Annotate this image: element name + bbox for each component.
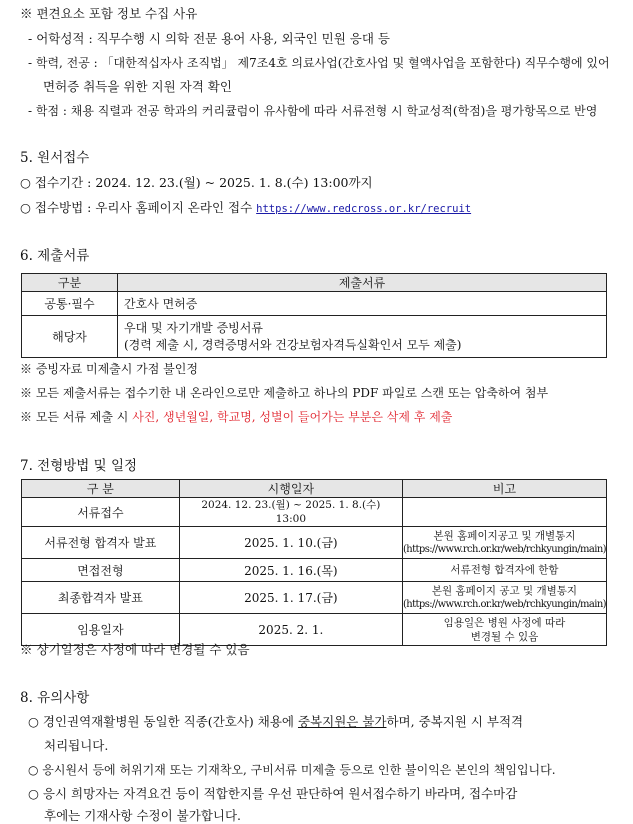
table-row (22, 582, 607, 614)
recruit-link[interactable]: https://www.redcross.or.kr/recruit (256, 203, 472, 215)
table-row (22, 559, 607, 582)
caution-eligibility: ○ 응시 희망자는 자격요건 등이 적합한지를 우선 판단하여 원서접수하기 바라며, 접수마감 (28, 786, 518, 801)
note-submission: ※ 모든 제출서류는 접수기한 내 온라인으로만 제출하고 하나의 PDF 파일로 스캔 또는 압축하여 첨부 (20, 386, 549, 400)
caution-duplicate-prefix: ○ 경인권역재활병원 동일한 직종(간호사) 채용에 (28, 714, 298, 729)
section6-title: 6. 제출서류 (20, 248, 90, 264)
caution-duplicate-cont: 처리됩니다. (44, 738, 109, 753)
note-evidence: ※ 증빙자료 미제출시 가점 불인정 (20, 362, 198, 376)
application-method-label: ○ 접수방법 : 우리사 홈페이지 온라인 접수 (20, 200, 253, 215)
row-note (402, 614, 606, 646)
row-category: 공통·필수 (22, 292, 118, 316)
row-date: 2025. 2. 1. (179, 614, 402, 646)
bias-note-item-education-cont: 면허증 취득을 위한 지원 자격 확인 (43, 79, 232, 94)
caution-eligibility-cont: 후에는 기재사항 수정이 불가합니다. (44, 808, 242, 823)
table-row (22, 498, 607, 527)
bias-note-title: ※ 편견요소 포함 정보 수집 사유 (20, 6, 198, 21)
note-redaction-prefix: ※ 모든 서류 제출 시 (20, 410, 133, 424)
row-date: 2025. 1. 10.(금) (179, 527, 402, 559)
header-note: 비고 (402, 480, 606, 498)
caution-duplicate (28, 714, 523, 730)
schedule-note: ※ 상기일정은 사정에 따라 변경될 수 있음 (20, 642, 250, 657)
row-document-line: (경력 제출 시, 경력증명서와 건강보험자격득실확인서 모두 제출) (124, 337, 462, 352)
application-period: ○ 접수기간 : 2024. 12. 23.(월) ~ 2025. 1. 8.(수) 13:00까지 (20, 175, 373, 190)
bias-note-item-education: - 학력, 전공 : 「대한적십자사 조직법」 제7조4호 의료사업(간호사업 및 혈액사업을 포함한다) 직무수행에 있어 (28, 56, 610, 70)
table-row (22, 614, 607, 646)
row-date: 2025. 1. 17.(금) (179, 582, 402, 614)
row-document: 간호사 면허증 (118, 292, 607, 316)
row-stage: 임용일자 (22, 614, 180, 646)
row-note (402, 582, 606, 614)
section5-title: 5. 원서접수 (20, 150, 90, 166)
row-note-line: 임용일은 병원 사정에 따라 (443, 616, 566, 629)
row-date: 2024. 12. 23.(월) ~ 2025. 1. 8.(수) 13:00 (179, 498, 402, 527)
table-row (22, 527, 607, 559)
row-stage: 서류접수 (22, 498, 180, 527)
row-note-url: (https://www.rch.or.kr/web/rchkyungin/main) (402, 543, 606, 555)
row-category: 해당자 (22, 316, 118, 358)
bias-note-item-gpa: - 학점 : 채용 직렬과 전공 학과의 커리큘럼이 유사함에 따라 서류전형 시 학교성적(학점)을 평가항목으로 반영 (28, 104, 598, 118)
documents-table (21, 273, 607, 358)
note-redaction (20, 409, 452, 425)
row-note (402, 527, 606, 559)
schedule-table (21, 479, 607, 646)
table-row (22, 292, 607, 316)
row-note (402, 498, 606, 527)
row-note-line: 본원 홈페이지공고 및 개별통지 (433, 529, 576, 542)
table-header-row (22, 274, 607, 292)
caution-false-info: ○ 응시원서 등에 허위기재 또는 기재착오, 구비서류 미제출 등으로 인한 불이익은 본인의 책임입니다. (28, 763, 556, 777)
row-stage: 서류전형 합격자 발표 (22, 527, 180, 559)
header-stage: 구 분 (22, 480, 180, 498)
row-stage: 면접전형 (22, 559, 180, 582)
row-note-url: (https://www.rch.or.kr/web/rchkyungin/main) (402, 598, 606, 610)
section7-title: 7. 전형방법 및 일정 (20, 458, 138, 474)
row-date: 2025. 1. 16.(목) (179, 559, 402, 582)
table-row (22, 316, 607, 358)
table-header-row (22, 480, 607, 498)
caution-duplicate-suffix: 하며, 중복지원 시 부적격 (386, 714, 524, 729)
caution-duplicate-emphasis: 중복지원은 불가 (297, 714, 387, 729)
row-note: 서류전형 합격자에 한함 (402, 559, 606, 582)
row-document-line: 우대 및 자기개발 증빙서류 (124, 320, 263, 335)
section8-title: 8. 유의사항 (20, 690, 90, 706)
header-category: 구분 (22, 274, 118, 292)
row-note-line: 변경될 수 있음 (470, 630, 539, 643)
header-documents: 제출서류 (118, 274, 607, 292)
row-stage: 최종합격자 발표 (22, 582, 180, 614)
bias-note-item-language: - 어학성적 : 직무수행 시 의학 전문 용어 사용, 외국인 민원 응대 등 (28, 31, 390, 46)
header-date: 시행일자 (179, 480, 402, 498)
note-redaction-warning: 사진, 생년월일, 학교명, 성별이 들어가는 부분은 삭제 후 제출 (132, 410, 453, 424)
row-document (118, 316, 607, 358)
row-note-line: 본원 홈페이지 공고 및 개별통지 (431, 584, 578, 597)
application-method (20, 200, 471, 217)
